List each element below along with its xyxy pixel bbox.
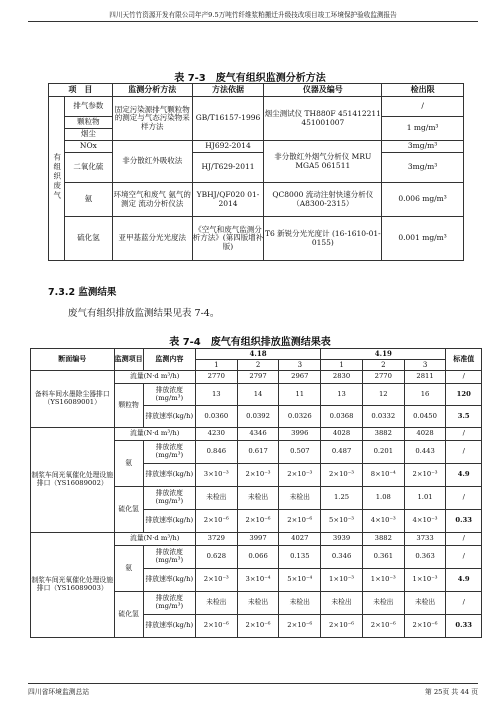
instrument-nox: 非分散红外烟气分析仪 MRU MGA5 061511 [264,141,382,183]
item-h2s: 硫化氢 [64,217,112,261]
cell-value: 0.846 [195,441,237,464]
cell-value: 5×10⁻⁴ [279,569,321,592]
instrument-1: 烟尘测试仪 TH880F 451412211 451001007 [264,97,382,141]
table-row [31,428,482,441]
page-footer [28,683,478,696]
cell-std: 3.5 [446,406,482,428]
item-exhaust-params: 排气参数 [64,97,112,117]
cell-value: 2×10⁻⁶ [195,510,237,533]
cell-value: 3733 [404,533,446,546]
cell-content: 排放速率(kg/h) [143,406,195,428]
cell-value: 0.0326 [279,406,321,428]
cell-std: / [446,546,482,569]
limit-h2s: 0.001 mg/m³ [382,217,464,261]
cell-value: 4×10⁻³ [404,510,446,533]
table-row [31,533,482,546]
cell-value: 4×10⁻³ [362,510,404,533]
cell-value: 0.443 [404,441,446,464]
cell-value: 2×10⁻⁶ [279,615,321,638]
group-label: 有组织废气 [49,97,65,261]
section-title: 7.3.2 监测结果 [48,287,117,298]
cell-content: 排放浓度(mg/m³) [143,441,195,464]
cell-value: 1.08 [362,487,404,510]
method-h2s: 亚甲基蓝分光光度法 [112,217,192,261]
cell-value: 未检出 [279,487,321,510]
cell-std: 0.33 [446,510,482,533]
cell-value: 未检出 [237,487,279,510]
th-standard: 标准值 [446,349,482,371]
cell-std: 0.33 [446,615,482,638]
cell-value: 16 [404,384,446,406]
cell-value: 0.487 [321,441,363,464]
method-nh3: 环境空气和废气 氨气的测定 流动分析仪法 [112,183,192,217]
th-date-2: 4.19 [321,349,446,360]
cell-value: 2×10⁻⁶ [404,615,446,638]
cell-value: 2×10⁻³ [321,464,363,487]
cell-value: 未检出 [237,592,279,615]
cell-value: 3939 [321,533,363,546]
cell-content: 排放浓度(mg/m³) [143,384,195,406]
cell-value: 0.0450 [404,406,446,428]
cell-value: 3×10⁻³ [195,464,237,487]
cell-value: 0.201 [362,441,404,464]
cell-value: 1×10⁻³ [321,569,363,592]
th-run: 3 [279,360,321,371]
th-basis: 方法依据 [192,84,264,97]
cell-value: 0.361 [362,546,404,569]
table-7-4-caption: 表 7-4 废气有组织排放监测结果表 [169,337,331,348]
cell-value: 0.0332 [362,406,404,428]
cell-value: 4028 [404,428,446,441]
cell-value: 2967 [279,371,321,384]
th-instrument: 仪器及编号 [264,84,382,97]
cell-content: 排放速率(kg/h) [143,464,195,487]
limit-so2: 3mg/m³ [382,153,464,183]
th-date-1: 4.18 [195,349,320,360]
th-method: 监测分析方法 [112,84,192,97]
footer-org: 四川省环境监测总站 [28,688,90,696]
cell-value: 未检出 [362,592,404,615]
cell-content: 流量(N·d m³/h) [114,533,195,546]
cell-item: 硫化氢 [114,592,143,638]
item-particulate: 颗粒物 [64,117,112,129]
cell-value: 2811 [404,371,446,384]
cell-value: 12 [362,384,404,406]
cell-content: 排放速率(kg/h) [143,510,195,533]
cell-value: 3882 [362,533,404,546]
cell-value: 5×10⁻³ [321,510,363,533]
cell-std: 4.9 [446,464,482,487]
cell-value: 1×10⁻³ [404,569,446,592]
cell-value: 0.346 [321,546,363,569]
cell-std: / [446,428,482,441]
cell-std: / [446,592,482,615]
cell-item: 氨 [114,546,143,592]
cell-value: 0.617 [237,441,279,464]
cell-value: 2×10⁻⁶ [237,615,279,638]
cell-value: 0.628 [195,546,237,569]
page-header: 四川天竹竹资源开发有限公司年产9.5万吨竹纤维浆粕搬迁升级技改项目竣工环境保护验收监测报告 [28,9,478,22]
cell-value: 3996 [279,428,321,441]
cell-value: 0.0368 [321,406,363,428]
th-section: 断面编号 [31,349,115,371]
cell-content: 排放浓度(mg/m³) [143,592,195,615]
th-run: 1 [321,360,363,371]
cell-value: 2770 [362,371,404,384]
instrument-nh3: QC8000 流动注射快速分析仪（A8300-2315） [264,183,382,217]
limit-particulate: 1 mg/m³ [382,117,464,141]
cell-value: 13 [321,384,363,406]
cell-value: 未检出 [195,592,237,615]
item-nox: NOx [64,141,112,153]
method-nox: 非分散红外吸收法 [112,141,192,183]
cell-content: 排放浓度(mg/m³) [143,487,195,510]
cell-item: 硫化氢 [114,487,143,533]
th-run: 3 [404,360,446,371]
cell-content: 流量(N·d m³/h) [114,371,195,384]
cell-value: 未检出 [279,592,321,615]
cell-value: 0.0392 [237,406,279,428]
section-paragraph: 废气有组织排放监测结果见表 7-4。 [68,308,220,319]
cell-value: 14 [237,384,279,406]
section-name: 制浆车间光氧催化处理设施排口（YS16089002） [31,428,115,533]
cell-item: 颗粒物 [114,384,143,428]
cell-value: 1×10⁻³ [362,569,404,592]
table-7-3-caption: 表 7-3 废气有组织监测分析方法 [174,73,326,84]
cell-value: 8×10⁻⁴ [362,464,404,487]
basis-nox: HJ692-2014 [192,141,264,153]
cell-value: 2830 [321,371,363,384]
cell-value: 未检出 [321,592,363,615]
table-row [31,371,482,384]
cell-value: 未检出 [195,487,237,510]
cell-std: / [446,487,482,510]
cell-std: 120 [446,384,482,406]
cell-value: 0.135 [279,546,321,569]
cell-value: 2×10⁻⁶ [195,615,237,638]
footer-page-number: 第 25页 共 44 页 [424,688,478,696]
cell-value: 3×10⁻⁴ [237,569,279,592]
th-run: 2 [237,360,279,371]
basis-nh3: YBHJ/QF020 01-2014 [192,183,264,217]
th-monitor-item: 监测项目 [114,349,143,371]
method-1: 固定污染源排气颗粒物的测定与气态污染物采样方法 [112,97,192,141]
th-run: 2 [362,360,404,371]
cell-value: 3997 [237,533,279,546]
cell-value: 2×10⁻⁶ [237,510,279,533]
cell-std: / [446,441,482,464]
limit-1: / [382,97,464,117]
cell-value: 2×10⁻⁶ [362,615,404,638]
cell-std: 4.9 [446,569,482,592]
cell-value: 0.363 [404,546,446,569]
cell-value: 0.066 [237,546,279,569]
basis-so2: HJ/T629-2011 [192,153,264,183]
cell-value: 1.01 [404,487,446,510]
basis-h2s: 《空气和废气监测分析方法》(第四版增补版) [192,217,264,261]
cell-value: 2797 [237,371,279,384]
cell-std: / [446,533,482,546]
item-nh3: 氨 [64,183,112,217]
cell-value: 2×10⁻³ [404,464,446,487]
cell-value: 2×10⁻⁶ [279,510,321,533]
basis-1: GB/T16157-1996 [192,97,264,141]
limit-nh3: 0.006 mg/m³ [382,183,464,217]
cell-value: 2×10⁻³ [237,464,279,487]
cell-value: 4346 [237,428,279,441]
cell-value: 11 [279,384,321,406]
cell-value: 3729 [195,533,237,546]
cell-value: 4230 [195,428,237,441]
cell-content: 排放速率(kg/h) [143,615,195,638]
cell-value: 2×10⁻⁶ [321,615,363,638]
cell-value: 2×10⁻³ [279,464,321,487]
cell-content: 流量(N·d m³/h) [114,428,195,441]
cell-value: 3882 [362,428,404,441]
cell-value: 未检出 [404,592,446,615]
cell-content: 排放浓度(mg/m³) [143,546,195,569]
section-name: 备料车间水墨除尘器排口（YS16089001） [31,371,115,428]
cell-content: 排放速率(kg/h) [143,569,195,592]
cell-value: 2770 [195,371,237,384]
limit-nox: 3mg/m³ [382,141,464,153]
th-limit: 检出限 [382,84,464,97]
section-name: 制浆车间光氧催化处理设施排口（YS16089003） [31,533,115,638]
cell-value: 1.25 [321,487,363,510]
cell-value: 13 [195,384,237,406]
item-smoke: 烟尘 [64,129,112,141]
th-item: 项 目 [49,84,113,97]
cell-item: 氨 [114,441,143,487]
item-so2: 二氧化硫 [64,153,112,183]
cell-value: 4028 [321,428,363,441]
th-run: 1 [195,360,237,371]
cell-value: 4027 [279,533,321,546]
instrument-h2s: T6 新锐分光光度计 (16-1610-01-0155) [264,217,382,261]
table-7-4 [30,348,482,638]
table-7-3 [48,83,464,261]
cell-std: / [446,371,482,384]
cell-value: 0.507 [279,441,321,464]
cell-value: 2×10⁻³ [195,569,237,592]
th-content: 监测内容 [143,349,195,371]
cell-value: 0.0360 [195,406,237,428]
